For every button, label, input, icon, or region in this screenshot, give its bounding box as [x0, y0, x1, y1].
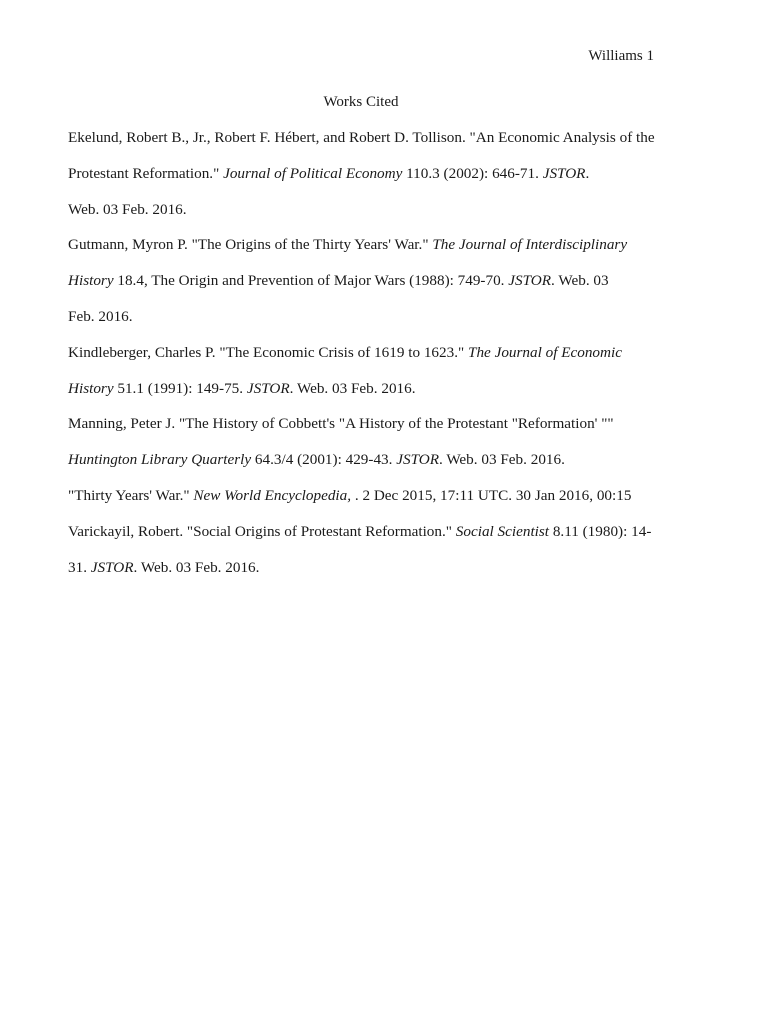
- citation-first-line: [68, 120, 655, 156]
- citation-continuation-line: [68, 192, 650, 228]
- citation-continuation-line: [68, 442, 650, 478]
- citation-first-line: [68, 335, 650, 371]
- citation-title-italic: JSTOR: [542, 164, 586, 182]
- citation-text: . Web. 03 Feb. 2016.: [133, 558, 260, 576]
- citation-title-italic: JSTOR: [246, 379, 290, 397]
- citation-text: Gutmann, Myron P. "The Origins of the Thirty Years' War.": [68, 236, 433, 254]
- citation-first-line: [68, 478, 650, 514]
- citation-title-italic: New World Encyclopedia,: [193, 486, 352, 504]
- citation-text: . 2 Dec 2015, 17:11 UTC. 30 Jan 2016, 00:15: [351, 486, 632, 504]
- citation-entry: [68, 335, 650, 407]
- running-head: Williams 1: [588, 48, 654, 64]
- citation-text: 110.3 (2002): 646-71.: [402, 164, 543, 182]
- citation-title-italic: Huntington Library Quarterly: [68, 451, 252, 469]
- citation-text: 31.: [68, 558, 91, 576]
- citation-title-italic: JSTOR: [396, 451, 439, 469]
- citation-text: Protestant Reformation.": [68, 164, 224, 182]
- citation-title-italic: Social Scientist: [455, 522, 550, 540]
- citation-text: Web. 03 Feb. 2016.: [68, 200, 187, 218]
- citation-title-italic: JSTOR: [90, 558, 134, 576]
- citation-text: 51.1 (1991): 149-75.: [113, 379, 247, 397]
- citation-entry: [68, 478, 650, 514]
- citation-text: "Thirty Years' War.": [68, 486, 194, 504]
- citation-continuation-line: [68, 550, 650, 586]
- citation-text: Varickayil, Robert. "Social Origins of Protestant Reformation.": [68, 522, 456, 540]
- citation-text: 8.11 (1980): 14-: [549, 522, 652, 540]
- citation-title-italic: History: [68, 379, 114, 397]
- works-cited-list: [68, 120, 655, 585]
- citation-entry: [68, 120, 655, 227]
- citation-continuation-line: [68, 299, 650, 335]
- citation-text: . Web. 03: [551, 272, 609, 290]
- citation-entry: [68, 406, 650, 478]
- page-title: Works Cited: [323, 94, 399, 110]
- citation-first-line: [68, 227, 650, 263]
- citation-first-line: [68, 406, 650, 442]
- citation-title-italic: JSTOR: [508, 272, 552, 290]
- citation-continuation-line: [68, 156, 650, 192]
- citation-entry: [68, 227, 650, 334]
- citation-text: 64.3/4 (2001): 429-43.: [251, 451, 397, 469]
- citation-text: . Web. 03 Feb. 2016.: [439, 451, 565, 469]
- citation-title-italic: The Journal of Interdisciplinary: [432, 236, 628, 254]
- citation-continuation-line: [68, 263, 650, 299]
- citation-title-italic: The Journal of Economic: [468, 343, 622, 361]
- citation-text: 18.4, The Origin and Prevention of Major Wars (1988): 749-70.: [113, 272, 509, 290]
- citation-title-italic: Journal of Political Economy: [223, 164, 403, 182]
- citation-text: . Web. 03 Feb. 2016.: [289, 379, 416, 397]
- citation-first-line: [68, 514, 652, 550]
- citation-title-italic: History: [68, 272, 114, 290]
- citation-text: .: [585, 164, 590, 182]
- citation-text: Ekelund, Robert B., Jr., Robert F. Hébert, and Robert D. Tollison. "An Economic Analysis of the: [68, 129, 655, 146]
- citation-text: Feb. 2016.: [68, 307, 133, 325]
- citation-entry: [68, 514, 650, 586]
- citation-text: Manning, Peter J. "The History of Cobbett's "A History of the Protestant "Reformation' "": [68, 415, 614, 433]
- citation-continuation-line: [68, 371, 650, 407]
- citation-text: Kindleberger, Charles P. "The Economic Crisis of 1619 to 1623.": [68, 343, 468, 361]
